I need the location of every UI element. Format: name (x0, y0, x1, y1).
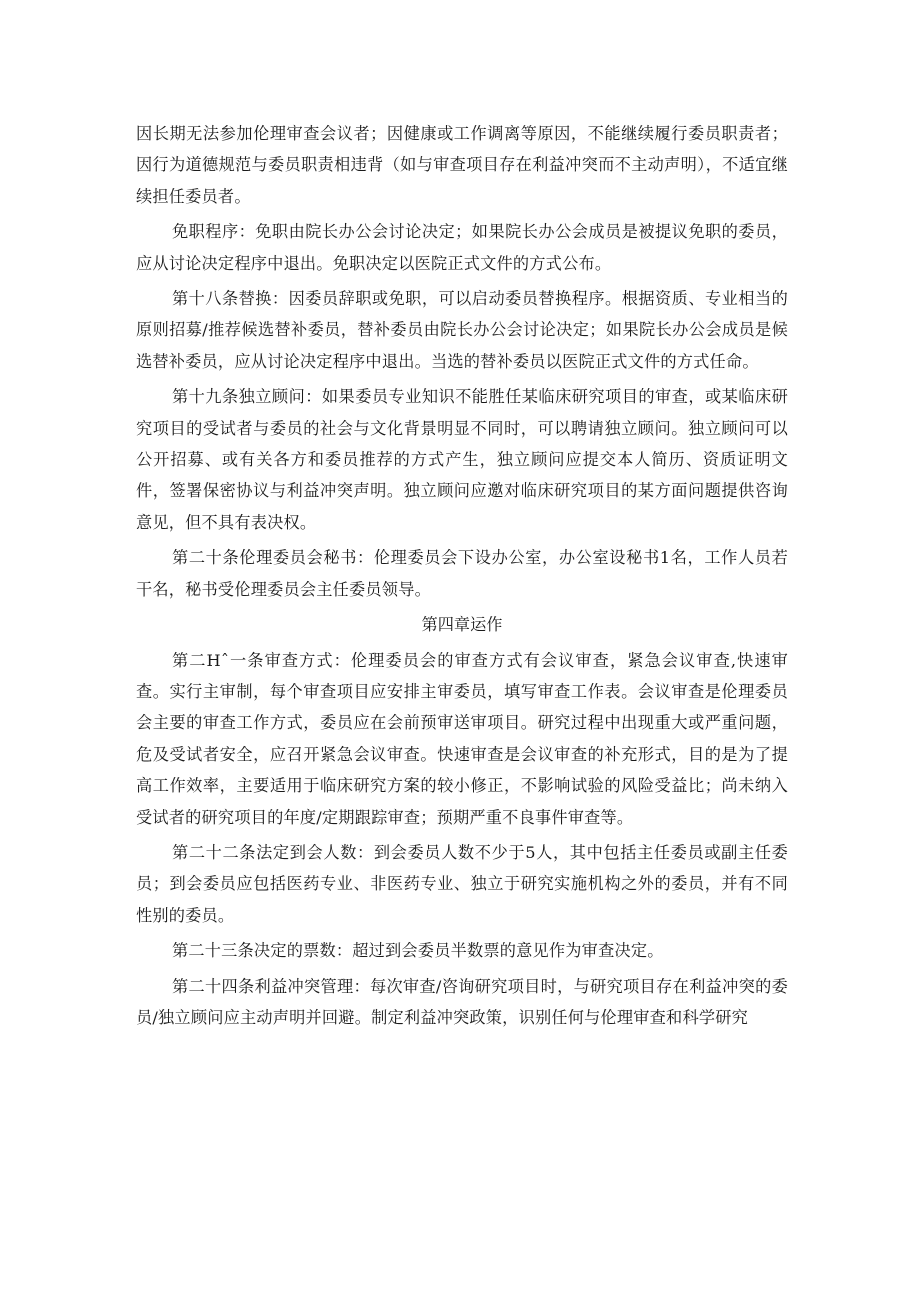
paragraph-article-24-conflict-of-interest: 第二十四条利益冲突管理：每次审查/咨询研究项目时，与研究项目存在利益冲突的委员/独立顾问应主动声明并回避。制定利益冲突政策，识别任何与伦理审查和科学研究 (136, 976, 788, 1027)
paragraph-dismissal-grounds: 因长期无法参加伦理审查会议者；因健康或工作调离等原因，不能继续履行委员职责者；因行为道德规范与委员职责相违背（如与审查项目存在利益冲突而不主动声明），不适宜继续担任委员者。 (136, 124, 788, 206)
paragraph-article-23-votes: 第二十三条决定的票数：超过到会委员半数票的意见作为审查决定。 (172, 941, 664, 961)
paragraph-article-18-replacement: 第十八条替换：因委员辞职或免职，可以启动委员替换程序。根据资质、专业相当的原则招募/推荐候选替补委员，替补委员由院长办公会讨论决定；如果院长办公会成员是候选替补委员，应从讨论决定程序中退出。当选的替补委员以医院正式文件的方式任命。 (136, 289, 788, 371)
paragraph-article-20-secretary: 第二十条伦理委员会秘书：伦理委员会下设办公室，办公室设秘书1名，工作人员若干名，秘书受伦理委员会主任委员领导。 (136, 548, 788, 599)
chapter-heading: 第四章运作 (421, 615, 503, 635)
paragraph-article-21-review-methods: 第二Hˆ一条审查方式：伦理委员会的审查方式有会议审查，紧急会议审查,快速审查。实行主审制，每个审查项目应安排主审委员，填写审查工作表。会议审查是伦理委员会主要的审查工作方式，委员应在会前预审送审项目。研究过程中出现重大或严重问题，危及受试者安全，应召开紧急会议审查。快速审查是会议审查的补充形式，目的是为了提高工作效率，主要适用于临床研究方案的较小修正，不影响试验的风险受益比；尚未纳入受试者的研究项目的年度/定期跟踪审查；预期严重不良事件审查等。 (136, 650, 788, 827)
paragraph-article-19-independent-consultant: 第十九条独立顾问：如果委员专业知识不能胜任某临床研究项目的审查，或某临床研究项目的受试者与委员的社会与文化背景明显不同时，可以聘请独立顾问。独立顾问可以公开招募、或有关各方和委员推荐的方式产生，独立顾问应提交本人简历、资质证明文件，签署保密协议与利益冲突声明。独立顾问应邀对临床研究项目的某方面问题提供咨询意见，但不具有表决权。 (136, 387, 788, 532)
document-page (136, 118, 788, 1037)
paragraph-article-22-quorum: 第二十二条法定到会人数：到会委员人数不少于5人，其中包括主任委员或副主任委员；到会委员应包括医药专业、非医药专业、独立于研究实施机构之外的委员，并有不同性别的委员。 (136, 842, 788, 925)
paragraph-dismissal-procedure: 免职程序：免职由院长办公会讨论决定；如果院长办公会成员是被提议免职的委员，应从讨论决定程序中退出。免职决定以医院正式文件的方式公布。 (136, 222, 788, 273)
